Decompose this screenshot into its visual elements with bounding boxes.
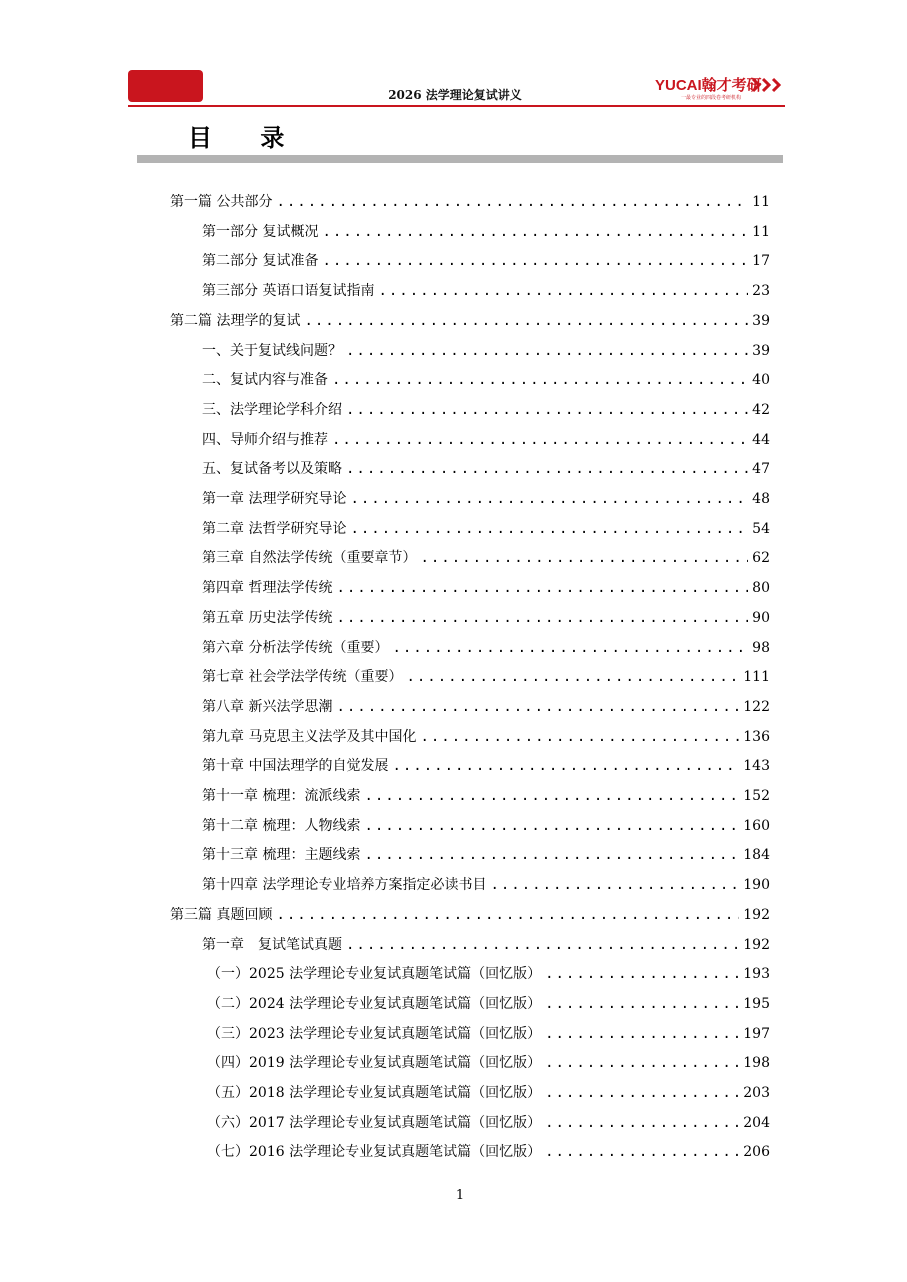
toc-leader-dots [332, 429, 748, 451]
chevrons-icon [751, 76, 785, 94]
toc-entry-page: 190 [743, 877, 770, 893]
toc-entry-page: 136 [743, 729, 770, 745]
toc-entry-label: 第二章 法哲学研究导论 [202, 521, 347, 537]
toc-entry-page: 39 [752, 343, 770, 359]
toc-entry[interactable] [207, 1082, 770, 1104]
toc-entry-label: 第十四章 法学理论专业培养方案指定必读书目 [202, 877, 487, 893]
toc-leader-dots [545, 1082, 739, 1104]
toc-leader-dots [336, 696, 739, 718]
toc-entry-page: 11 [752, 194, 770, 210]
toc-entry-page: 47 [752, 461, 770, 477]
toc-leader-dots [364, 815, 739, 837]
toc-entry-label: 第三篇 真题回顾 [170, 907, 273, 923]
toc-leader-dots [545, 993, 739, 1015]
toc-entry-label: 第五章 历史法学传统 [202, 610, 333, 626]
toc-entry-label: （六）2017 法学理论专业复试真题笔试篇（回忆版） [207, 1115, 542, 1131]
toc-entry-label: （四）2019 法学理论专业复试真题笔试篇（回忆版） [207, 1055, 542, 1071]
header-red-tab [128, 70, 203, 102]
toc-leader-dots [336, 607, 748, 629]
toc-entry-page: 206 [743, 1144, 770, 1160]
toc-entry[interactable] [202, 815, 770, 837]
toc-heading: 目 录 [188, 123, 305, 152]
toc-entry[interactable] [202, 696, 770, 718]
toc-leader-dots [364, 785, 739, 807]
brand-logo [655, 74, 785, 104]
toc-entry[interactable] [202, 340, 770, 362]
toc-entry[interactable] [202, 399, 770, 421]
toc-entry-label: 第一篇 公共部分 [170, 194, 273, 210]
toc-entry-label: 第十一章 梳理：流派线索 [202, 788, 361, 804]
toc-entry[interactable] [202, 429, 770, 451]
toc-entry-label: （五）2018 法学理论专业复试真题笔试篇（回忆版） [207, 1085, 542, 1101]
toc-entry-page: 184 [743, 847, 770, 863]
toc-entry[interactable] [202, 280, 770, 302]
toc-entry[interactable] [170, 904, 770, 926]
toc-entry-page: 62 [752, 550, 770, 566]
toc-entry-page: 143 [743, 758, 770, 774]
toc-entry-label: 第二篇 法理学的复试 [170, 313, 301, 329]
toc-entry[interactable] [202, 934, 770, 956]
toc-leader-dots [346, 340, 748, 362]
toc-entry[interactable] [202, 250, 770, 272]
toc-entry-page: 198 [743, 1055, 770, 1071]
toc-leader-dots [322, 221, 748, 243]
toc-entry[interactable] [207, 1112, 770, 1134]
toc-leader-dots [332, 369, 748, 391]
toc-leader-dots [545, 1141, 739, 1163]
toc-entry-label: 第九章 马克思主义法学及其中国化 [202, 729, 417, 745]
toc-entry-page: 192 [743, 937, 770, 953]
toc-entry[interactable] [202, 221, 770, 243]
toc-entry-label: （三）2023 法学理论专业复试真题笔试篇（回忆版） [207, 1026, 542, 1042]
toc-entry[interactable] [202, 637, 770, 659]
toc-entry-label: 第一章 复试笔试真题 [202, 937, 342, 953]
toc-leader-dots [346, 934, 739, 956]
toc-entry-label: 五、复试备考以及策略 [202, 461, 342, 477]
toc-entry-label: 四、导师介绍与推荐 [202, 432, 328, 448]
toc-leader-dots [336, 577, 748, 599]
toc-entry-page: 42 [752, 402, 770, 418]
toc-entry-label: 第一部分 复试概况 [202, 224, 319, 240]
toc-entry[interactable] [202, 666, 770, 688]
toc-leader-dots [346, 458, 748, 480]
toc-entry-page: 11 [752, 224, 770, 240]
toc-leader-dots [392, 637, 748, 659]
toc-entry-page: 54 [752, 521, 770, 537]
toc-entry[interactable] [202, 458, 770, 480]
toc-entry-page: 23 [752, 283, 770, 299]
toc-entry-page: 98 [752, 640, 770, 656]
toc-leader-dots [420, 726, 739, 748]
toc-entry-page: 80 [752, 580, 770, 596]
heading-bar [137, 155, 783, 163]
toc-leader-dots [545, 1023, 739, 1045]
toc-entry-label: 第一章 法理学研究导论 [202, 491, 347, 507]
toc-entry-label: 第八章 新兴法学思潮 [202, 699, 333, 715]
toc-leader-dots [490, 874, 739, 896]
toc-entry[interactable] [202, 726, 770, 748]
toc-entry-page: 204 [743, 1115, 770, 1131]
toc-entry[interactable] [170, 310, 770, 332]
toc-entry[interactable] [202, 547, 770, 569]
toc-entry-label: 第十三章 梳理：主题线索 [202, 847, 361, 863]
toc-entry-page: 197 [743, 1026, 770, 1042]
toc-leader-dots [420, 547, 748, 569]
toc-leader-dots [392, 755, 739, 777]
toc-entry[interactable] [207, 1052, 770, 1074]
toc-entry[interactable] [207, 1141, 770, 1163]
toc-entry-label: 二、复试内容与准备 [202, 372, 328, 388]
toc-leader-dots [545, 963, 739, 985]
toc-entry-label: （二）2024 法学理论专业复试真题笔试篇（回忆版） [207, 996, 542, 1012]
toc-entry[interactable] [202, 785, 770, 807]
toc-leader-dots [276, 904, 739, 926]
toc-entry[interactable] [202, 844, 770, 866]
toc-entry-page: 122 [743, 699, 770, 715]
toc-entry-page: 160 [743, 818, 770, 834]
toc-entry-label: 一、关于复试线问题？ [202, 343, 342, 359]
toc-entry[interactable] [202, 607, 770, 629]
toc-leader-dots [276, 191, 748, 213]
toc-leader-dots [322, 250, 748, 272]
toc-entry[interactable] [202, 577, 770, 599]
toc-entry-label: 第十章 中国法理学的自觉发展 [202, 758, 389, 774]
toc-entry-page: 40 [752, 372, 770, 388]
toc-leader-dots [406, 666, 739, 688]
toc-entry-page: 44 [752, 432, 770, 448]
toc-entry-page: 17 [752, 253, 770, 269]
toc-entry-label: 第二部分 复试准备 [202, 253, 319, 269]
toc-entry[interactable] [202, 874, 770, 896]
toc-entry-page: 203 [743, 1085, 770, 1101]
toc-entry-label: 三、法学理论学科介绍 [202, 402, 342, 418]
toc-entry-label: （一）2025 法学理论专业复试真题笔试篇（回忆版） [207, 966, 542, 982]
toc-entry-page: 193 [743, 966, 770, 982]
toc-entry[interactable] [207, 993, 770, 1015]
toc-leader-dots [545, 1112, 739, 1134]
toc-entry-label: 第七章 社会学法学传统（重要） [202, 669, 403, 685]
toc-entry[interactable] [202, 755, 770, 777]
toc-entry-label: 第三章 自然法学传统（重要章节） [202, 550, 417, 566]
toc-entry-page: 195 [743, 996, 770, 1012]
logo-tagline: 一最专业的四段卷考研机构 [681, 95, 742, 101]
toc-entry-page: 192 [743, 907, 770, 923]
toc-entry[interactable] [202, 369, 770, 391]
toc-leader-dots [346, 399, 748, 421]
toc-leader-dots [304, 310, 748, 332]
toc-entry[interactable] [207, 1023, 770, 1045]
toc-leader-dots [545, 1052, 739, 1074]
toc-entry-label: 第六章 分析法学传统（重要） [202, 640, 389, 656]
logo-text: YUCAI翰才考研 [655, 77, 762, 94]
toc-leader-dots [364, 844, 739, 866]
toc-entry-page: 152 [743, 788, 770, 804]
toc-entry-page: 48 [752, 491, 770, 507]
toc-entry[interactable] [202, 488, 770, 510]
toc-entry-label: 第四章 哲理法学传统 [202, 580, 333, 596]
header-divider [128, 105, 785, 107]
toc-entry[interactable] [207, 963, 770, 985]
toc-entry-label: （七）2016 法学理论专业复试真题笔试篇（回忆版） [207, 1144, 542, 1160]
page-number: 1 [455, 1188, 465, 1203]
toc-entry[interactable] [170, 191, 770, 213]
toc-entry[interactable] [202, 518, 770, 540]
toc-entry-page: 90 [752, 610, 770, 626]
toc-leader-dots [350, 488, 748, 510]
header-title: 2026 法学理论复试讲义 [388, 88, 522, 102]
toc-entry-page: 111 [743, 669, 770, 685]
toc-leader-dots [378, 280, 748, 302]
toc-entry-label: 第十二章 梳理：人物线索 [202, 818, 361, 834]
toc-entry-page: 39 [752, 313, 770, 329]
toc-entry-label: 第三部分 英语口语复试指南 [202, 283, 375, 299]
toc-leader-dots [350, 518, 748, 540]
